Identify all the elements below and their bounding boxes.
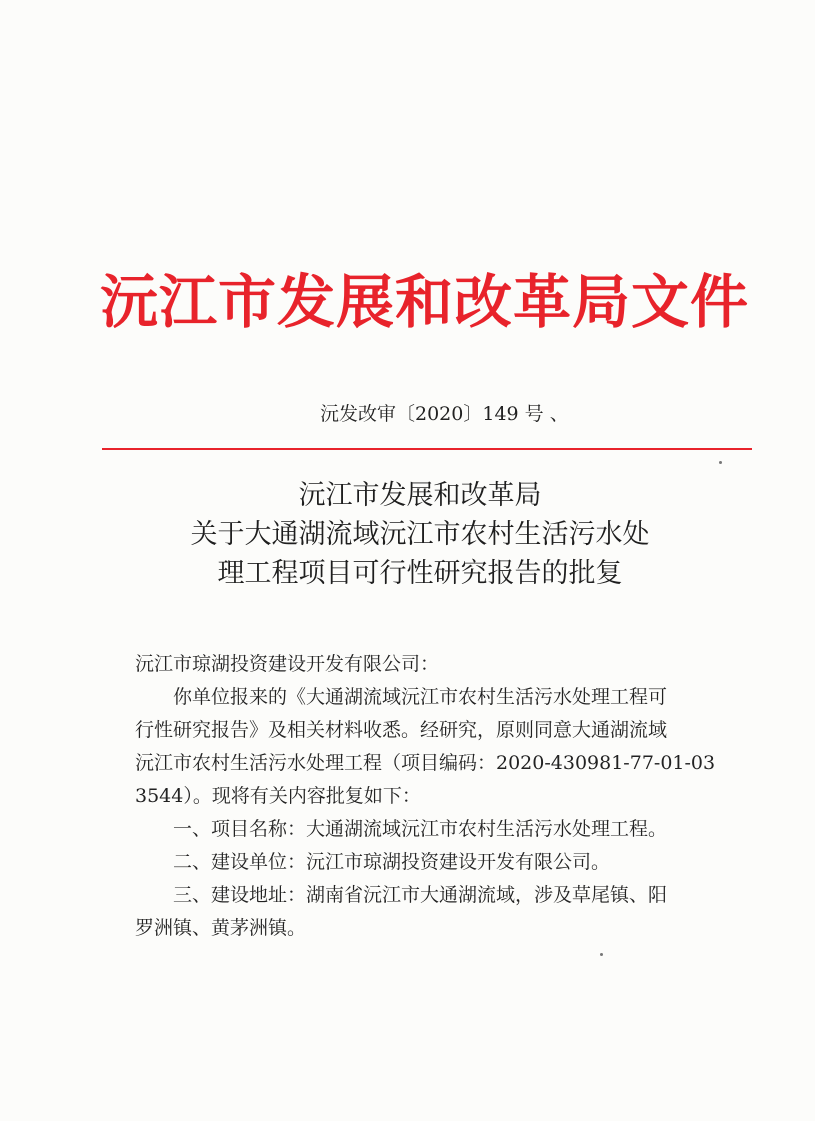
list-item-construction-unit: 二、建设单位：沅江市琼湖投资建设开发有限公司。 xyxy=(173,851,611,873)
paragraph-line: 沅江市农村生活污水处理工程（项目编码：2020-430981-77-01-03 xyxy=(135,752,716,774)
subject-line: 沅江市发展和改革局 xyxy=(298,480,542,511)
scan-speck xyxy=(600,953,603,956)
paragraph-line: 行性研究报告》及相关材料收悉。经研究，原则同意大通湖流域 xyxy=(135,719,668,741)
document-subject xyxy=(100,476,740,593)
paragraph-line: 你单位报来的《大通湖流域沅江市农村生活污水处理工程可 xyxy=(173,686,668,708)
addressee: 沅江市琼湖投资建设开发有限公司： xyxy=(135,653,440,675)
list-item-project-name: 一、项目名称：大通湖流域沅江市农村生活污水处理工程。 xyxy=(173,818,668,840)
header-divider-line xyxy=(102,448,752,450)
scan-speck xyxy=(719,461,722,464)
subject-line: 理工程项目可行性研究报告的批复 xyxy=(217,558,623,589)
subject-line: 关于大通湖流域沅江市农村生活污水处 xyxy=(190,519,650,550)
list-item-continuation: 罗洲镇、黄茅洲镇。 xyxy=(135,917,307,939)
document-number: 沅发改审〔2020〕149 号 、 xyxy=(320,403,569,425)
document-body xyxy=(135,648,755,945)
paragraph-line: 3544）。现将有关内容批复如下： xyxy=(135,785,421,807)
list-item-construction-address: 三、建设地址：湖南省沅江市大通湖流域，涉及草尾镇、阳 xyxy=(173,884,668,906)
document-header-title: 沅江市发展和改革局文件 xyxy=(100,268,750,336)
